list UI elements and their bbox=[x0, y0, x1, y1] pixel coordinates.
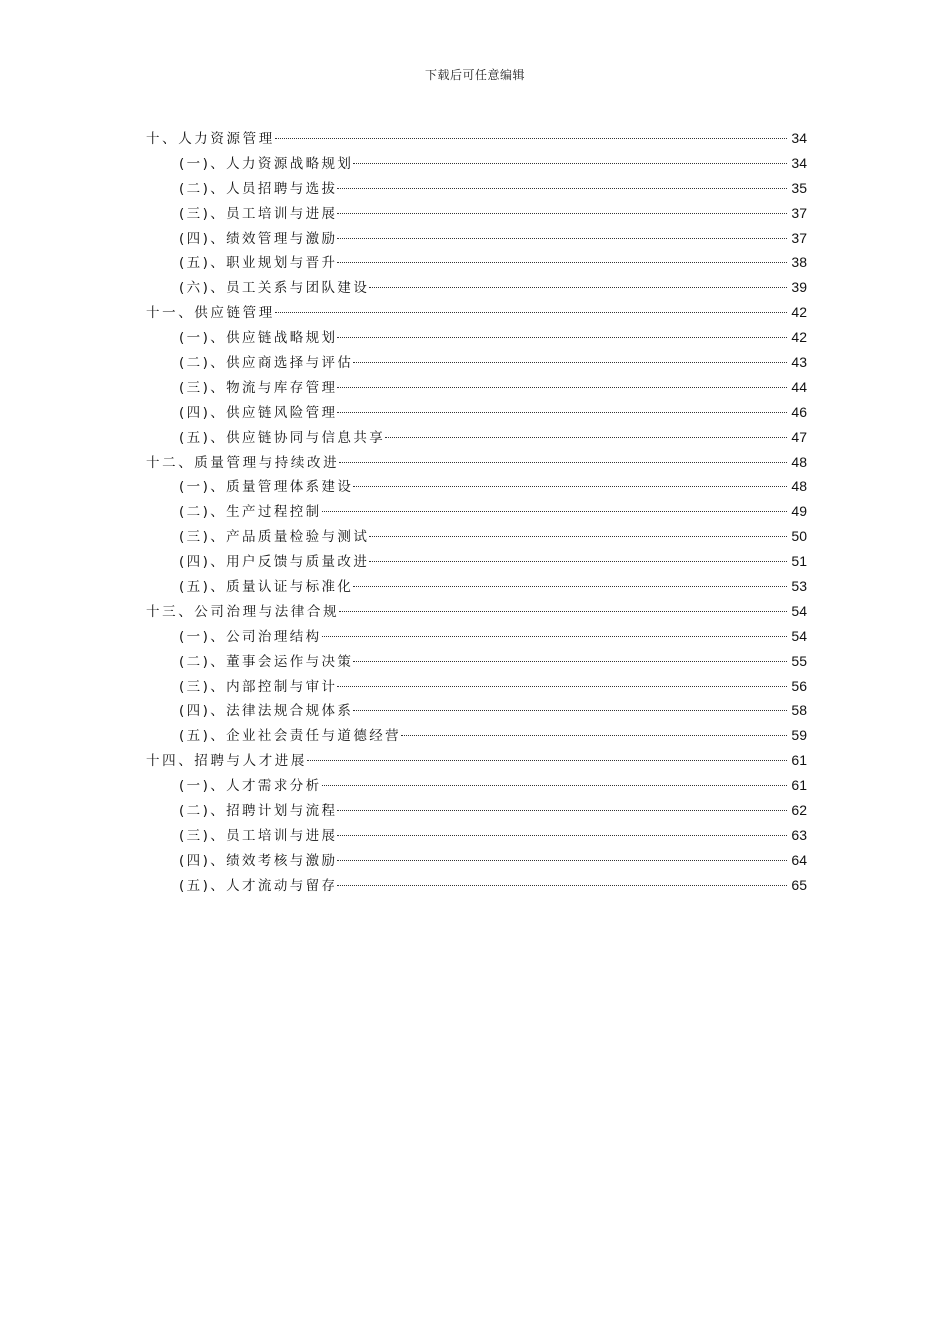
toc-page-number: 51 bbox=[791, 553, 807, 570]
toc-page-number: 38 bbox=[791, 254, 807, 271]
toc-section-entry[interactable] bbox=[146, 674, 807, 699]
toc-page-number: 42 bbox=[791, 329, 807, 346]
toc-entry-title: (五)、供应链协同与信息共享 bbox=[179, 429, 386, 446]
toc-section-entry[interactable] bbox=[146, 325, 807, 350]
toc-entry-title: (三)、物流与库存管理 bbox=[179, 379, 338, 396]
page-header: 下载后可任意编辑 bbox=[424, 68, 525, 82]
toc-entry-title: 十四、招聘与人才进展 bbox=[146, 753, 307, 770]
toc-page-number: 56 bbox=[791, 677, 807, 694]
toc-chapter-entry[interactable] bbox=[146, 599, 807, 624]
toc-page-number: 53 bbox=[791, 578, 807, 595]
toc-dot-leader bbox=[353, 586, 787, 587]
toc-entry-title: (二)、招聘计划与流程 bbox=[179, 803, 338, 820]
toc-page-number: 50 bbox=[791, 528, 807, 545]
toc-page-number: 54 bbox=[791, 602, 807, 619]
toc-page-number: 46 bbox=[791, 403, 807, 420]
toc-page-number: 65 bbox=[791, 876, 807, 893]
toc-dot-leader bbox=[353, 163, 787, 164]
toc-entry-title: (四)、供应链风险管理 bbox=[179, 404, 338, 421]
toc-entry-title: 十二、质量管理与持续改进 bbox=[146, 454, 340, 471]
toc-section-entry[interactable] bbox=[146, 873, 807, 898]
toc-page-number: 58 bbox=[791, 702, 807, 719]
toc-section-entry[interactable] bbox=[146, 226, 807, 251]
toc-dot-leader bbox=[337, 262, 787, 263]
toc-chapter-entry[interactable] bbox=[146, 126, 807, 151]
toc-dot-leader bbox=[385, 437, 787, 438]
toc-page-number: 37 bbox=[791, 204, 807, 221]
toc-section-entry[interactable] bbox=[146, 549, 807, 574]
toc-dot-leader bbox=[337, 860, 787, 861]
toc-dot-leader bbox=[337, 885, 787, 886]
toc-page-number: 44 bbox=[791, 378, 807, 395]
toc-entry-title: (三)、员工培训与进展 bbox=[179, 205, 338, 222]
toc-dot-leader bbox=[337, 412, 787, 413]
table-of-contents bbox=[146, 126, 807, 898]
toc-section-entry[interactable] bbox=[146, 275, 807, 300]
toc-page-number: 43 bbox=[791, 354, 807, 371]
toc-section-entry[interactable] bbox=[146, 425, 807, 450]
toc-entry-title: (一)、人才需求分析 bbox=[179, 778, 322, 795]
toc-section-entry[interactable] bbox=[146, 400, 807, 425]
toc-page-number: 48 bbox=[791, 478, 807, 495]
toc-page-number: 42 bbox=[791, 304, 807, 321]
toc-section-entry[interactable] bbox=[146, 499, 807, 524]
toc-dot-leader bbox=[353, 661, 787, 662]
toc-dot-leader bbox=[353, 710, 787, 711]
toc-entry-title: (六)、员工关系与团队建设 bbox=[179, 280, 370, 297]
toc-dot-leader bbox=[369, 287, 787, 288]
toc-dot-leader bbox=[337, 387, 787, 388]
toc-page-number: 54 bbox=[791, 627, 807, 644]
toc-entry-title: (四)、绩效考核与激励 bbox=[179, 852, 338, 869]
toc-section-entry[interactable] bbox=[146, 250, 807, 275]
toc-entry-title: (四)、绩效管理与激励 bbox=[179, 230, 338, 247]
toc-dot-leader bbox=[401, 735, 787, 736]
toc-chapter-entry[interactable] bbox=[146, 300, 807, 325]
toc-section-entry[interactable] bbox=[146, 848, 807, 873]
toc-dot-leader bbox=[307, 760, 787, 761]
toc-page-number: 34 bbox=[791, 154, 807, 171]
toc-dot-leader bbox=[353, 362, 787, 363]
toc-page-number: 55 bbox=[791, 652, 807, 669]
toc-entry-title: (四)、法律法规合规体系 bbox=[179, 703, 354, 720]
toc-page-number: 47 bbox=[791, 428, 807, 445]
toc-entry-title: (二)、供应商选择与评估 bbox=[179, 355, 354, 372]
toc-section-entry[interactable] bbox=[146, 574, 807, 599]
toc-entry-title: (五)、企业社会责任与道德经营 bbox=[179, 728, 402, 745]
toc-entry-title: (一)、质量管理体系建设 bbox=[179, 479, 354, 496]
toc-dot-leader bbox=[339, 462, 787, 463]
toc-dot-leader bbox=[369, 536, 787, 537]
toc-dot-leader bbox=[337, 337, 787, 338]
toc-page-number: 48 bbox=[791, 453, 807, 470]
toc-dot-leader bbox=[322, 636, 787, 637]
toc-dot-leader bbox=[337, 188, 787, 189]
toc-entry-title: (二)、生产过程控制 bbox=[179, 504, 322, 521]
toc-section-entry[interactable] bbox=[146, 624, 807, 649]
toc-entry-title: (三)、内部控制与审计 bbox=[179, 678, 338, 695]
toc-chapter-entry[interactable] bbox=[146, 748, 807, 773]
toc-page-number: 37 bbox=[791, 229, 807, 246]
toc-page-number: 34 bbox=[791, 130, 807, 146]
toc-page-number: 61 bbox=[791, 777, 807, 794]
toc-entry-title: (一)、人力资源战略规划 bbox=[179, 155, 354, 172]
toc-page-number: 63 bbox=[791, 826, 807, 843]
toc-entry-title: (二)、人员招聘与选拔 bbox=[179, 180, 338, 197]
toc-section-entry[interactable] bbox=[146, 176, 807, 201]
toc-page-number: 61 bbox=[791, 752, 807, 769]
toc-entry-title: (五)、人才流动与留存 bbox=[179, 877, 338, 894]
toc-dot-leader bbox=[337, 238, 787, 239]
toc-entry-title: (一)、公司治理结构 bbox=[179, 628, 322, 645]
toc-dot-leader bbox=[275, 138, 787, 139]
toc-section-entry[interactable] bbox=[146, 823, 807, 848]
toc-section-entry[interactable] bbox=[146, 524, 807, 549]
toc-dot-leader bbox=[322, 785, 787, 786]
toc-entry-title: (五)、职业规划与晋升 bbox=[179, 255, 338, 272]
toc-dot-leader bbox=[337, 213, 787, 214]
toc-page-number: 35 bbox=[791, 179, 807, 196]
toc-chapter-entry[interactable] bbox=[146, 450, 807, 475]
toc-dot-leader bbox=[337, 810, 787, 811]
toc-dot-leader bbox=[322, 511, 787, 512]
toc-section-entry[interactable] bbox=[146, 151, 807, 176]
toc-section-entry[interactable] bbox=[146, 201, 807, 226]
toc-page-number: 62 bbox=[791, 802, 807, 819]
toc-entry-title: 十一、供应链管理 bbox=[146, 305, 275, 322]
toc-dot-leader bbox=[337, 686, 787, 687]
toc-page-number: 49 bbox=[791, 503, 807, 520]
toc-page-number: 39 bbox=[791, 279, 807, 296]
toc-section-entry[interactable] bbox=[146, 474, 807, 499]
toc-section-entry[interactable] bbox=[146, 798, 807, 823]
toc-entry-title: (三)、产品质量检验与测试 bbox=[179, 529, 370, 546]
toc-entry-title: (三)、员工培训与进展 bbox=[179, 827, 338, 844]
toc-entry-title: (二)、董事会运作与决策 bbox=[179, 653, 354, 670]
toc-dot-leader bbox=[369, 561, 787, 562]
toc-dot-leader bbox=[275, 312, 787, 313]
toc-section-entry[interactable] bbox=[146, 649, 807, 674]
toc-page-number: 59 bbox=[791, 727, 807, 744]
toc-entry-title: (四)、用户反馈与质量改进 bbox=[179, 554, 370, 571]
toc-section-entry[interactable] bbox=[146, 375, 807, 400]
toc-dot-leader bbox=[339, 611, 787, 612]
toc-entry-title: (一)、供应链战略规划 bbox=[179, 330, 338, 347]
toc-section-entry[interactable] bbox=[146, 773, 807, 798]
toc-entry-title: (五)、质量认证与标准化 bbox=[179, 579, 354, 596]
toc-section-entry[interactable] bbox=[146, 350, 807, 375]
toc-section-entry[interactable] bbox=[146, 698, 807, 723]
toc-dot-leader bbox=[353, 486, 787, 487]
toc-dot-leader bbox=[337, 835, 787, 836]
toc-section-entry[interactable] bbox=[146, 723, 807, 748]
toc-entry-title: 十、人力资源管理 bbox=[146, 131, 275, 147]
toc-page-number: 64 bbox=[791, 851, 807, 868]
toc-entry-title: 十三、公司治理与法律合规 bbox=[146, 603, 340, 620]
